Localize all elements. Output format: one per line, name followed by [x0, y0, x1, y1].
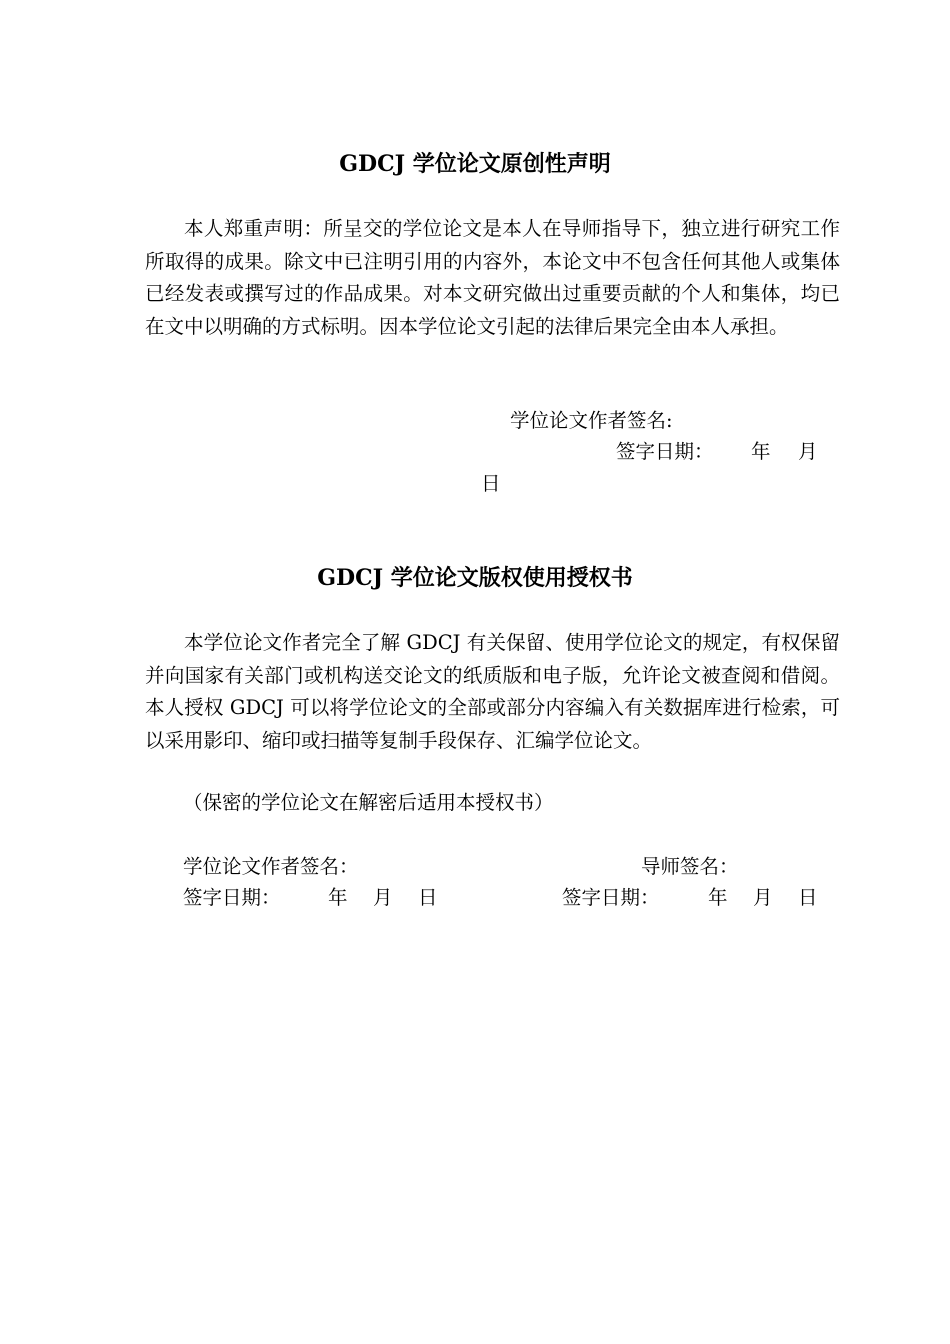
authorization-title: GDCJ 学位论文版权使用授权书 — [317, 565, 633, 591]
advisor-year-label: 年 — [708, 886, 728, 909]
declaration-year-label: 年 — [751, 440, 771, 463]
declaration-day-label: 日 — [481, 472, 501, 495]
author-year-label: 年 — [328, 886, 348, 909]
authorization-body: 本学位论文作者完全了解 GDCJ 有关保留、使用学位论文的规定，有权保留并向国家有关部门或机构送交论文的纸质版和电子版，允许论文被查阅和借阅。本人授权 GDCJ 可以将学位论文的全部或部分内容编入有关数据库进行检索，可以采用影印、缩印或扫描等复制手段保存、汇编学位论文。 — [145, 631, 840, 752]
author-signature-label: 学位论文作者签名： — [183, 855, 359, 878]
advisor-day-label: 日 — [798, 886, 818, 909]
authorization-note: （保密的学位论文在解密后适用本授权书） — [183, 791, 554, 814]
author-month-label: 月 — [373, 886, 393, 909]
advisor-date-label: 签字日期： — [562, 886, 660, 909]
declaration-month-label: 月 — [798, 440, 818, 463]
declaration-date-label: 签字日期： — [616, 440, 714, 463]
author-day-label: 日 — [418, 886, 438, 909]
advisor-signature-label: 导师签名： — [641, 855, 739, 878]
declaration-body: 本人郑重声明：所呈交的学位论文是本人在导师指导下，独立进行研究工作所取得的成果。除文中已注明引用的内容外，本论文中不包含任何其他人或集体已经发表或撰写过的作品成果。对本文研究做出过重要贡献的个人和集体，均已在文中以明确的方式标明。因本学位论文引起的法律后果完全由本人承担。 — [145, 217, 840, 338]
advisor-month-label: 月 — [753, 886, 773, 909]
author-date-label: 签字日期： — [183, 886, 281, 909]
declaration-title: GDCJ 学位论文原创性声明 — [339, 151, 611, 177]
declaration-author-signature-label: 学位论文作者签名: — [510, 409, 673, 432]
